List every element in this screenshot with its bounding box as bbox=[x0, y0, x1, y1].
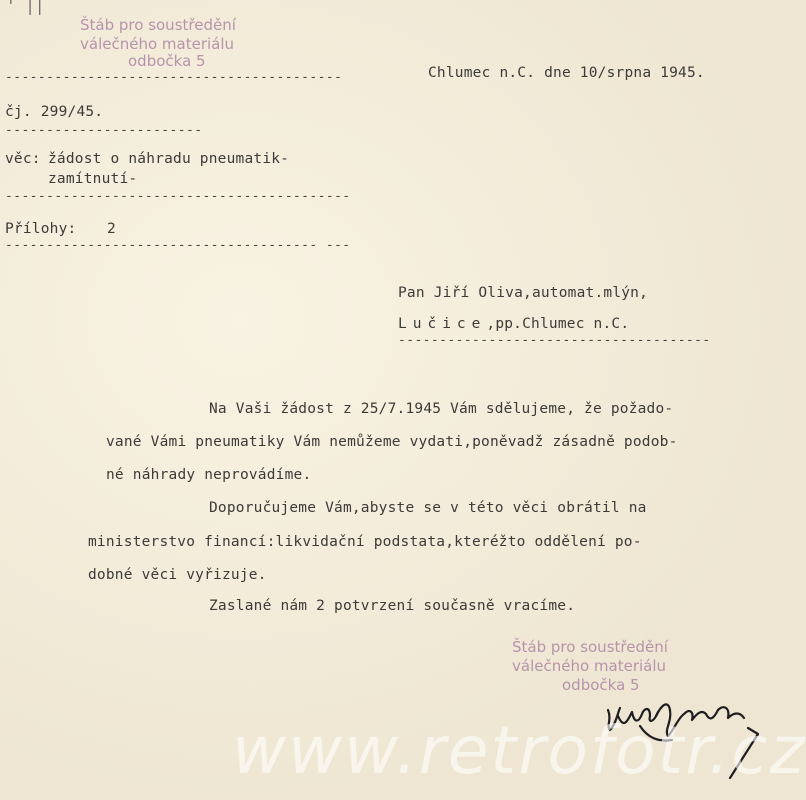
watermark: www.retrofotr.cz bbox=[232, 712, 806, 789]
corner-marks: ' || bbox=[6, 0, 45, 15]
subject-label: věc: bbox=[5, 151, 41, 167]
attachments-value: 2 bbox=[107, 221, 116, 237]
subject-line1: žádost o náhradu pneumatik- bbox=[48, 151, 290, 167]
stamp-top bbox=[80, 16, 236, 71]
reference-number: čj. 299/45. bbox=[5, 104, 104, 120]
divider-line: ------------------------ bbox=[5, 123, 203, 138]
recipient-town: Lučice bbox=[398, 316, 487, 332]
body-p2-line3: dobné věci vyřizuje. bbox=[88, 567, 267, 583]
body-p2-line2: ministerstvo financí:likvidační podstata,kteréžto oddělení po- bbox=[88, 534, 642, 550]
subject-line2: zamítnutí- bbox=[48, 171, 138, 187]
stamp-bottom-line1: Štáb pro soustředění bbox=[512, 638, 668, 656]
body-p3-line1: Zaslané nám 2 potvrzení současně vracíme. bbox=[209, 598, 576, 614]
recipient-post: ,pp.Chlumec n.C. bbox=[486, 316, 630, 332]
stamp-top-line3: odbočka 5 bbox=[128, 52, 206, 70]
attachments-label: Přílohy: bbox=[5, 221, 77, 237]
body-p1-line3: né náhrady neprovádíme. bbox=[106, 467, 312, 483]
body-p1-line2: vané Vámi pneumatiky Vám nemůžeme vydati,poněvadž zásadně podob- bbox=[106, 434, 678, 450]
divider-line: -------------------------------------- --- bbox=[5, 238, 351, 253]
stamp-top-line2: válečného materiálu bbox=[80, 35, 235, 53]
body-p1-line1: Na Vaši žádost z 25/7.1945 Vám sdělujeme, že požado- bbox=[209, 401, 674, 417]
stamp-bottom-line2: válečného materiálu bbox=[512, 657, 667, 675]
stamp-top-line1: Štáb pro soustředění bbox=[80, 16, 236, 34]
body-p2-line1: Doporučujeme Vám,abyste se v této věci obrátil na bbox=[209, 500, 647, 516]
place-date: Chlumec n.C. dne 10/srpna 1945. bbox=[428, 65, 705, 81]
recipient-line2 bbox=[398, 316, 629, 332]
divider-line: ----------------------------------------- bbox=[5, 70, 343, 85]
stamp-bottom-line3: odbočka 5 bbox=[562, 676, 640, 694]
recipient-line1: Pan Jiří Oliva,automat.mlýn, bbox=[398, 285, 649, 301]
stamp-bottom bbox=[512, 638, 668, 695]
divider-line: -------------------------------------- bbox=[398, 333, 711, 348]
divider-line: ------------------------------------------ bbox=[5, 189, 351, 204]
